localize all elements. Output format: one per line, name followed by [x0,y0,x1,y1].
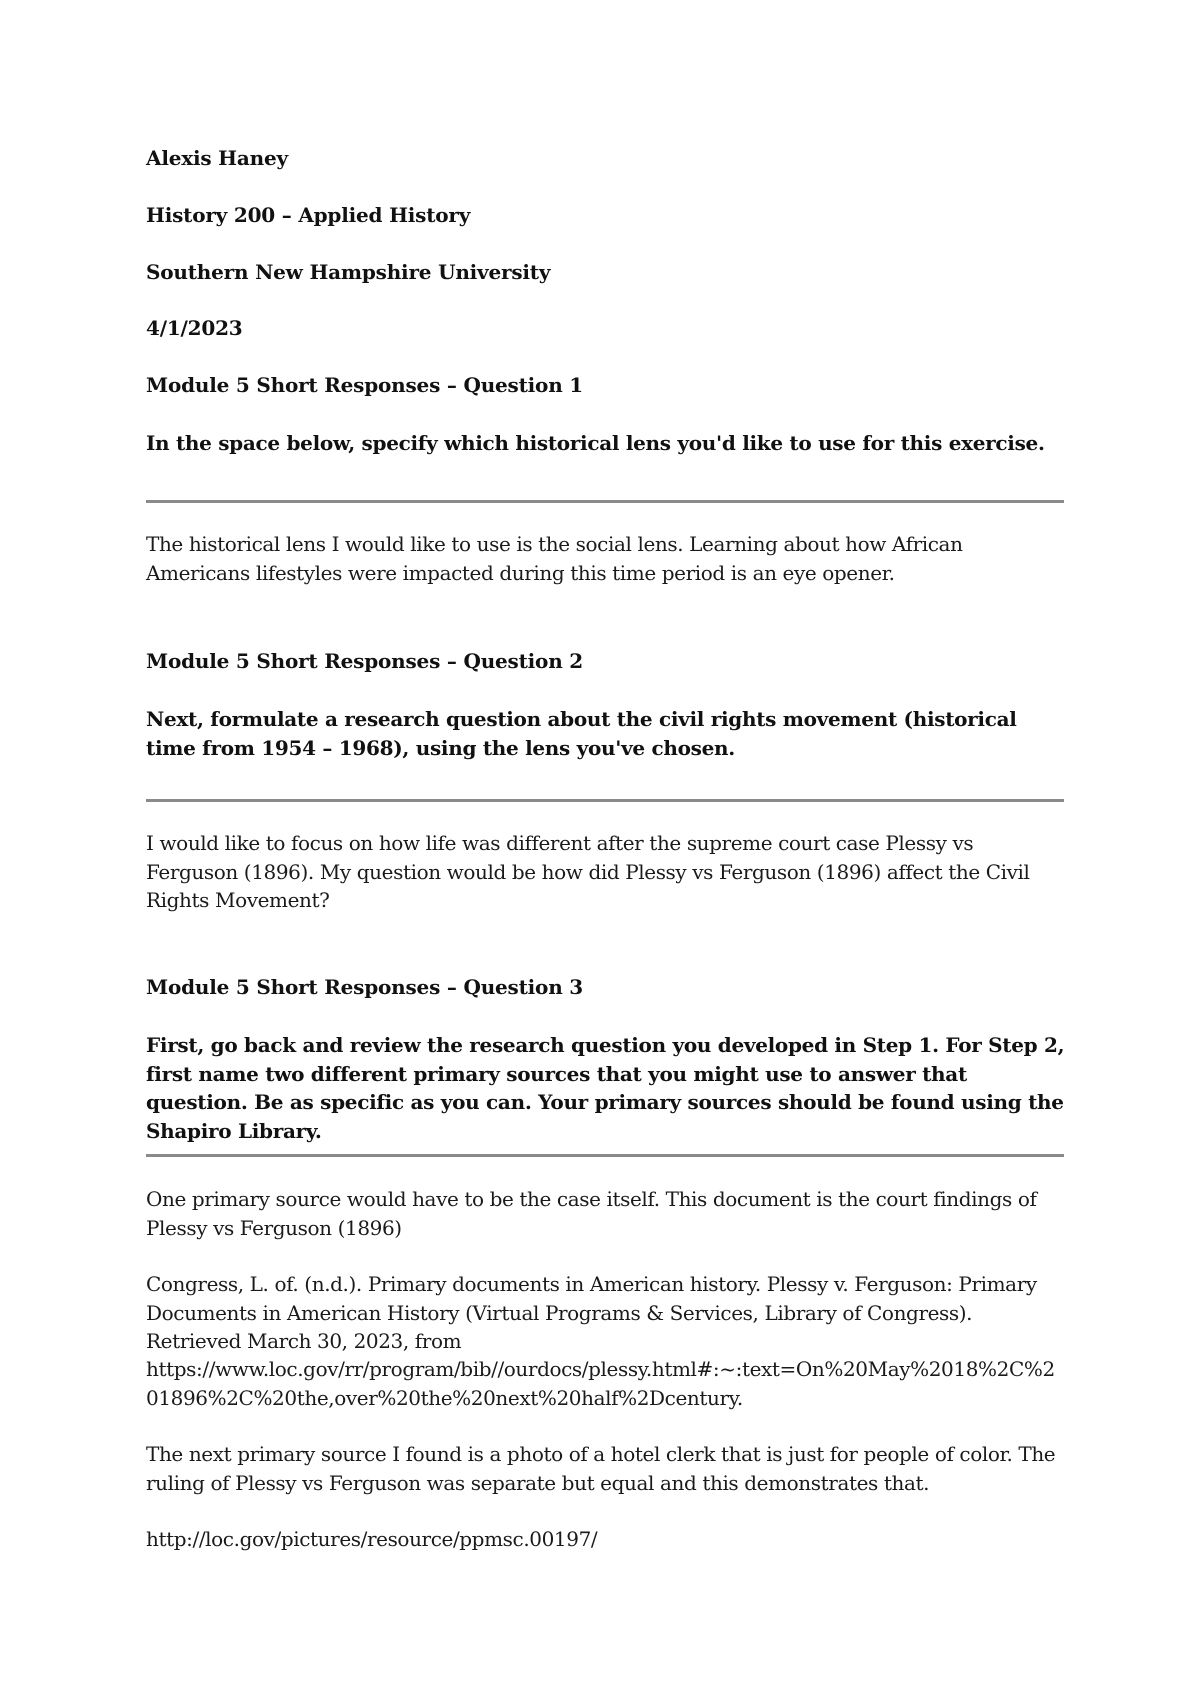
answer-divider [146,500,1064,503]
answer-divider [146,1154,1064,1157]
question-3-citation: Congress, L. of. (n.d.). Primary documents in American history. Plessy v. Ferguson: Primary Documents in American History (Virtual Programs & Services, Library of Congress). Retrieved March 30, 2023, from [146,1272,1037,1353]
question-1-heading: Module 5 Short Responses – Question 1 [146,373,584,397]
citation-url-link[interactable]: https://www.loc.gov/rr/program/bib//ourdocs/plessy.html#:~:text=On%20May%2018%2C%201896%2C%20the,over%20the%20next%20half%2Dcentury. [146,1357,1055,1410]
question-1-prompt: In the space below, specify which historical lens you'd like to use for this exercise. [146,431,1045,455]
question-2-response: I would like to focus on how life was different after the supreme court case Plessy vs Ferguson (1896). My question would be how did Plessy vs Ferguson (1896) affect the Civil Rights Movement? [146,831,1030,912]
course-title: History 200 – Applied History [146,203,471,227]
question-3-response-source-2: The next primary source I found is a photo of a hotel clerk that is just for people of color. The ruling of Plessy vs Ferguson was separate but equal and this demonstrates that. [146,1442,1056,1495]
photo-source-url-link[interactable]: http://loc.gov/pictures/resource/ppmsc.00197/ [146,1527,598,1551]
question-3-heading: Module 5 Short Responses – Question 3 [146,975,584,999]
question-1-response: The historical lens I would like to use is the social lens. Learning about how African Americans lifestyles were impacted during this time period is an eye opener. [146,532,963,585]
author-name: Alexis Haney [146,146,288,170]
question-2-heading: Module 5 Short Responses – Question 2 [146,649,584,673]
answer-divider [146,799,1064,802]
question-3-response-source-1: One primary source would have to be the case itself. This document is the court findings of Plessy vs Ferguson (1896) [146,1187,1037,1240]
question-2-prompt: Next, formulate a research question about the civil rights movement (historical time from 1954 – 1968), using the lens you've chosen. [146,707,1017,760]
school-name: Southern New Hampshire University [146,260,551,284]
document-date: 4/1/2023 [146,316,243,340]
question-3-prompt: First, go back and review the research question you developed in Step 1. For Step 2, first name two different primary sources that you might use to answer that question. Be as specific as you can. Your primary sources should be found using the Shapiro Library. [146,1033,1065,1143]
